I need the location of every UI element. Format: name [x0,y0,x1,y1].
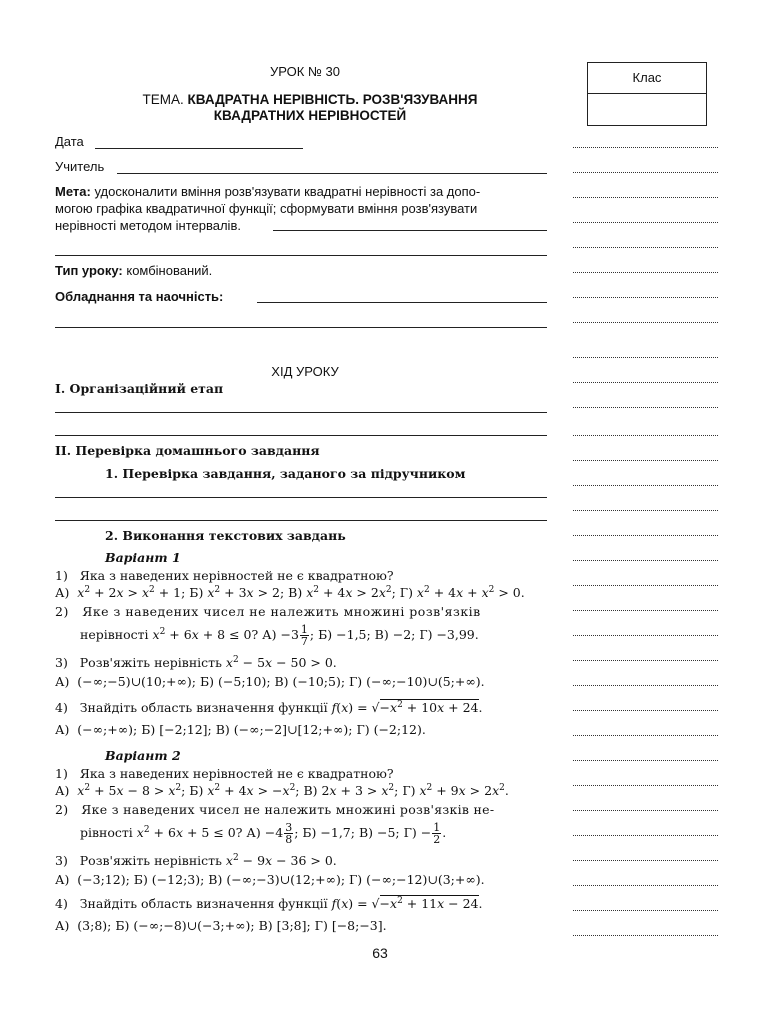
topic-line1: КВАДРАТНА НЕРІВНІСТЬ. РОЗВ'ЯЗУВАННЯ [187,92,478,107]
lesson-number: УРОК № 30 [270,64,340,79]
note-line[interactable] [573,810,718,811]
v2-q2-options: рівності $x^2 + 6x + 5 \le 0$? А) −4 $\frac{3}{8}$ ; Б) −1,7; В) −5; Г) − $\frac{1}{2}$ . [80,821,447,846]
note-line[interactable] [573,885,718,886]
note-line[interactable] [573,535,718,536]
v2-q2: 2) Яке з наведених чисел не належить множині розв'язків не- [55,802,495,817]
variant2-title: Варіант 2 [105,748,181,763]
note-line[interactable] [573,910,718,911]
stage1-field-extra[interactable] [55,435,547,436]
variant1-title: Варіант 1 [105,550,181,565]
goal-field-extra[interactable] [55,255,547,256]
stage2-field[interactable] [55,497,547,498]
note-line[interactable] [573,357,718,358]
v2-q1-options: А) $x^2 + 5x - 8 > x^2$; Б) $x^2 + 4x > -x^2$; В) $2x + 3 > x^2$; Г) $x^2 + 9x > 2x^2$. [55,782,509,798]
goal-line2: могою графіка квадратичної функції; сформувати вміння розв'язувати [55,201,478,216]
goal-field[interactable] [273,230,547,231]
lesson-topic [100,92,520,124]
note-line[interactable] [573,710,718,711]
note-line[interactable] [573,510,718,511]
note-line[interactable] [573,660,718,661]
note-line[interactable] [573,835,718,836]
topic-prefix: ТЕМА. [142,92,188,107]
date-field[interactable] [95,148,303,149]
note-line[interactable] [573,585,718,586]
v1-q2: 2) Яке з наведених чисел не належить множині розв'язків [55,604,481,619]
note-line[interactable] [573,760,718,761]
note-line[interactable] [573,635,718,636]
lesson-type-label: Тип уроку: [55,263,123,278]
date-label: Дата [55,134,84,149]
equipment-field[interactable] [257,302,547,303]
v2-q3: 3) Розв'яжіть нерівність $x^2 - 9x - 36 > 0$. [55,852,337,868]
note-line[interactable] [573,147,718,148]
stage1-field[interactable] [55,412,547,413]
progress-title: ХІД УРОКУ [271,364,339,379]
teacher-field[interactable] [117,173,547,174]
note-line[interactable] [573,935,718,936]
stage2-field-extra[interactable] [55,520,547,521]
note-line[interactable] [573,322,718,323]
note-line[interactable] [573,222,718,223]
stage1-heading: I. Організаційний етап [55,381,224,396]
class-box [587,62,707,126]
note-line[interactable] [573,382,718,383]
note-line[interactable] [573,460,718,461]
stage2-heading: II. Перевірка домашнього завдання [55,443,320,458]
note-line[interactable] [573,735,718,736]
v1-q2-options: нерівності $x^2 + 6x + 8 \le 0$? А) −3 $\frac{1}{7}$ ; Б) −1,5; В) −2; Г) −3,99. [80,623,479,648]
lesson-type-value: комбінований. [122,263,213,278]
v1-q1: 1) Яка з наведених нерівностей не є квадратною? [55,568,394,583]
note-line[interactable] [573,610,718,611]
teacher-label: Учитель [55,159,105,174]
note-line[interactable] [573,247,718,248]
note-line[interactable] [573,860,718,861]
lesson-type [55,263,212,279]
class-label: Клас [588,63,706,94]
note-line[interactable] [573,785,718,786]
note-line[interactable] [573,485,718,486]
stage2-sub1: 1. Перевірка завдання, заданого за підручником [105,466,466,481]
v2-q4-options: А) (3;8); Б) (−∞;−8)∪(−3;+∞); В) [3;8]; Г) [−8;−3]. [55,918,387,933]
note-line[interactable] [573,685,718,686]
note-line[interactable] [573,172,718,173]
goal-label: Мета: [55,184,91,199]
v2-q1: 1) Яка з наведених нерівностей не є квадратною? [55,766,394,781]
v1-q4-options: А) (−∞;+∞); Б) [−2;12]; В) (−∞;−2]∪[12;+∞); Г) (−2;12). [55,722,426,737]
goal-line3: нерівності методом інтервалів. [55,218,241,233]
note-line[interactable] [573,435,718,436]
v1-q1-options: А) $x^2 + 2x > x^2 + 1$; Б) $x^2 + 3x > 2$; В) $x^2 + 4x > 2x^2$; Г) $x^2 + 4x + x^2 > 0$. [55,584,525,600]
note-line[interactable] [573,560,718,561]
goal-line1: Мета: удосконалити вміння розв'язувати квадратні нерівності за допо- [55,184,481,199]
v1-q3: 3) Розв'яжіть нерівність $x^2 - 5x - 50 > 0$. [55,654,337,670]
page-number: 63 [372,945,388,961]
v2-q3-options: А) (−3;12); Б) (−12;3); В) (−∞;−3)∪(12;+∞); Г) (−∞;−12)∪(3;+∞). [55,872,485,887]
v1-q4: 4) Знайдіть область визначення функції $f(x) = √-x^2 + 10x + 24$. [55,699,483,715]
stage2-sub2: 2. Виконання текстових завдань [105,528,346,543]
note-line[interactable] [573,297,718,298]
note-line[interactable] [573,407,718,408]
v2-q4: 4) Знайдіть область визначення функції $f(x) = √-x^2 + 11x - 24$. [55,895,483,911]
note-line[interactable] [573,272,718,273]
topic-line2: КВАДРАТНИХ НЕРІВНОСТЕЙ [213,108,407,123]
note-line[interactable] [573,197,718,198]
equipment-field-extra[interactable] [55,327,547,328]
equipment-label: Обладнання та наочність: [55,289,224,304]
v1-q3-options: А) (−∞;−5)∪(10;+∞); Б) (−5;10); В) (−10;5); Г) (−∞;−10)∪(5;+∞). [55,674,485,689]
